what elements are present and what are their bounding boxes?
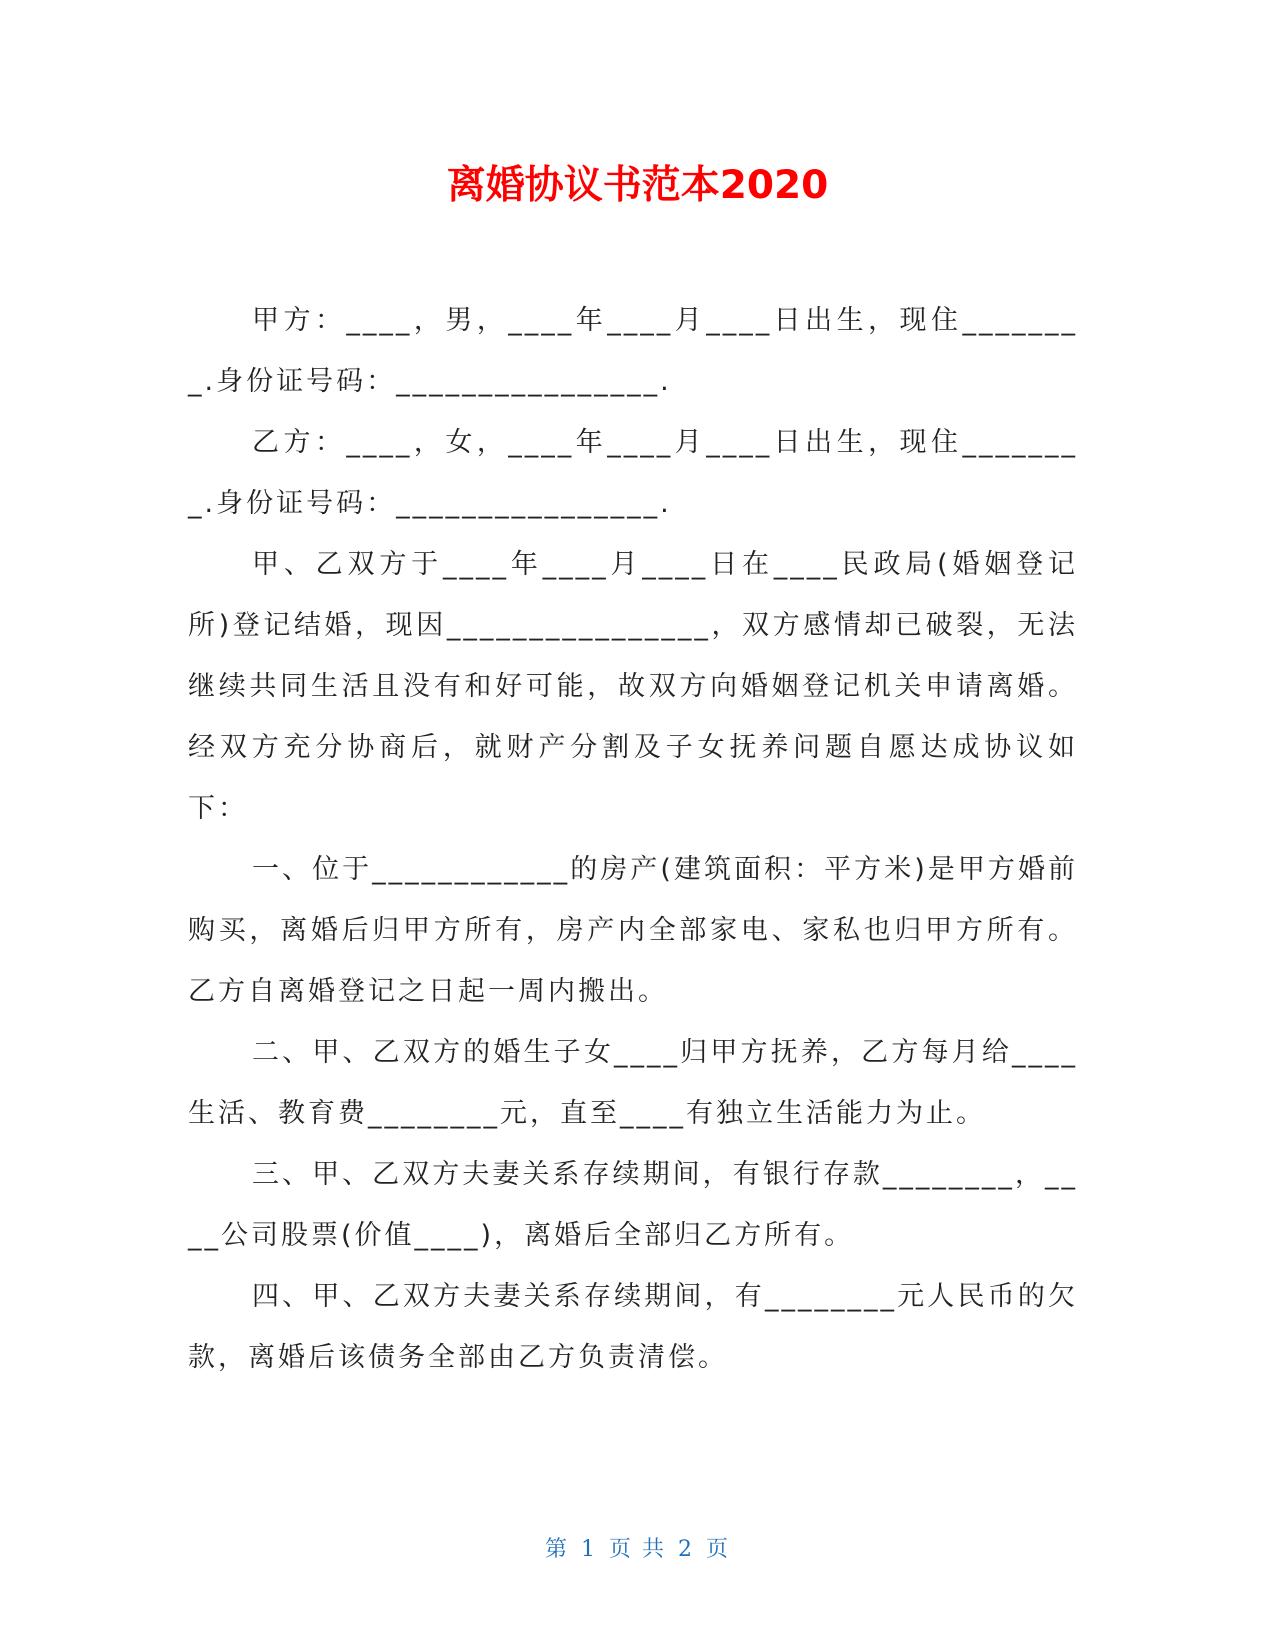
paragraph-clause-3: 三、甲、乙双方夫妻关系存续期间，有银行存款________，____公司股票(价值____)，离婚后全部归乙方所有。 (188, 1159, 1078, 1251)
paragraph-clause-1: 一、位于____________的房产(建筑面积：平方米)是甲方婚前购买，离婚后归甲方所有，房产内全部家电、家私也归甲方所有。乙方自离婚登记之日起一周内搬出。 (188, 854, 1078, 1007)
current-page-number: 1 (581, 1537, 597, 1562)
paragraph-party-a: 甲方：____，男，____年____月____日出生，现住________.身份证号码：________________. (188, 305, 1078, 397)
document-body (188, 290, 1078, 1388)
page-number-footer (0, 1535, 1275, 1565)
page-label-suffix: 页 (706, 1537, 731, 1562)
paragraph-clause-2: 二、甲、乙双方的婚生子女____归甲方抚养，乙方每月给____生活、教育费________元，直至____有独立生活能力为止。 (188, 1037, 1078, 1129)
paragraph-marriage-statement: 甲、乙双方于____年____月____日在____民政局(婚姻登记所)登记结婚，现因________________，双方感情却已破裂，无法继续共同生活且没有和好可能，故双方向婚姻登记机关申请离婚。经双方充分协商后，就财产分割及子女抚养问题自愿达成协议如下： (188, 549, 1078, 824)
paragraph-clause-4: 四、甲、乙双方夫妻关系存续期间，有________元人民币的欠款，离婚后该债务全部由乙方负责清偿。 (188, 1281, 1078, 1373)
page-label-mid: 页 共 (609, 1537, 666, 1562)
page-label-prefix: 第 (544, 1537, 569, 1562)
paragraph-party-b: 乙方：____，女，____年____月____日出生，现住________.身份证号码：________________. (188, 427, 1078, 519)
document-title: 离婚协议书范本2020 (446, 163, 829, 208)
total-pages-number: 2 (678, 1537, 694, 1562)
